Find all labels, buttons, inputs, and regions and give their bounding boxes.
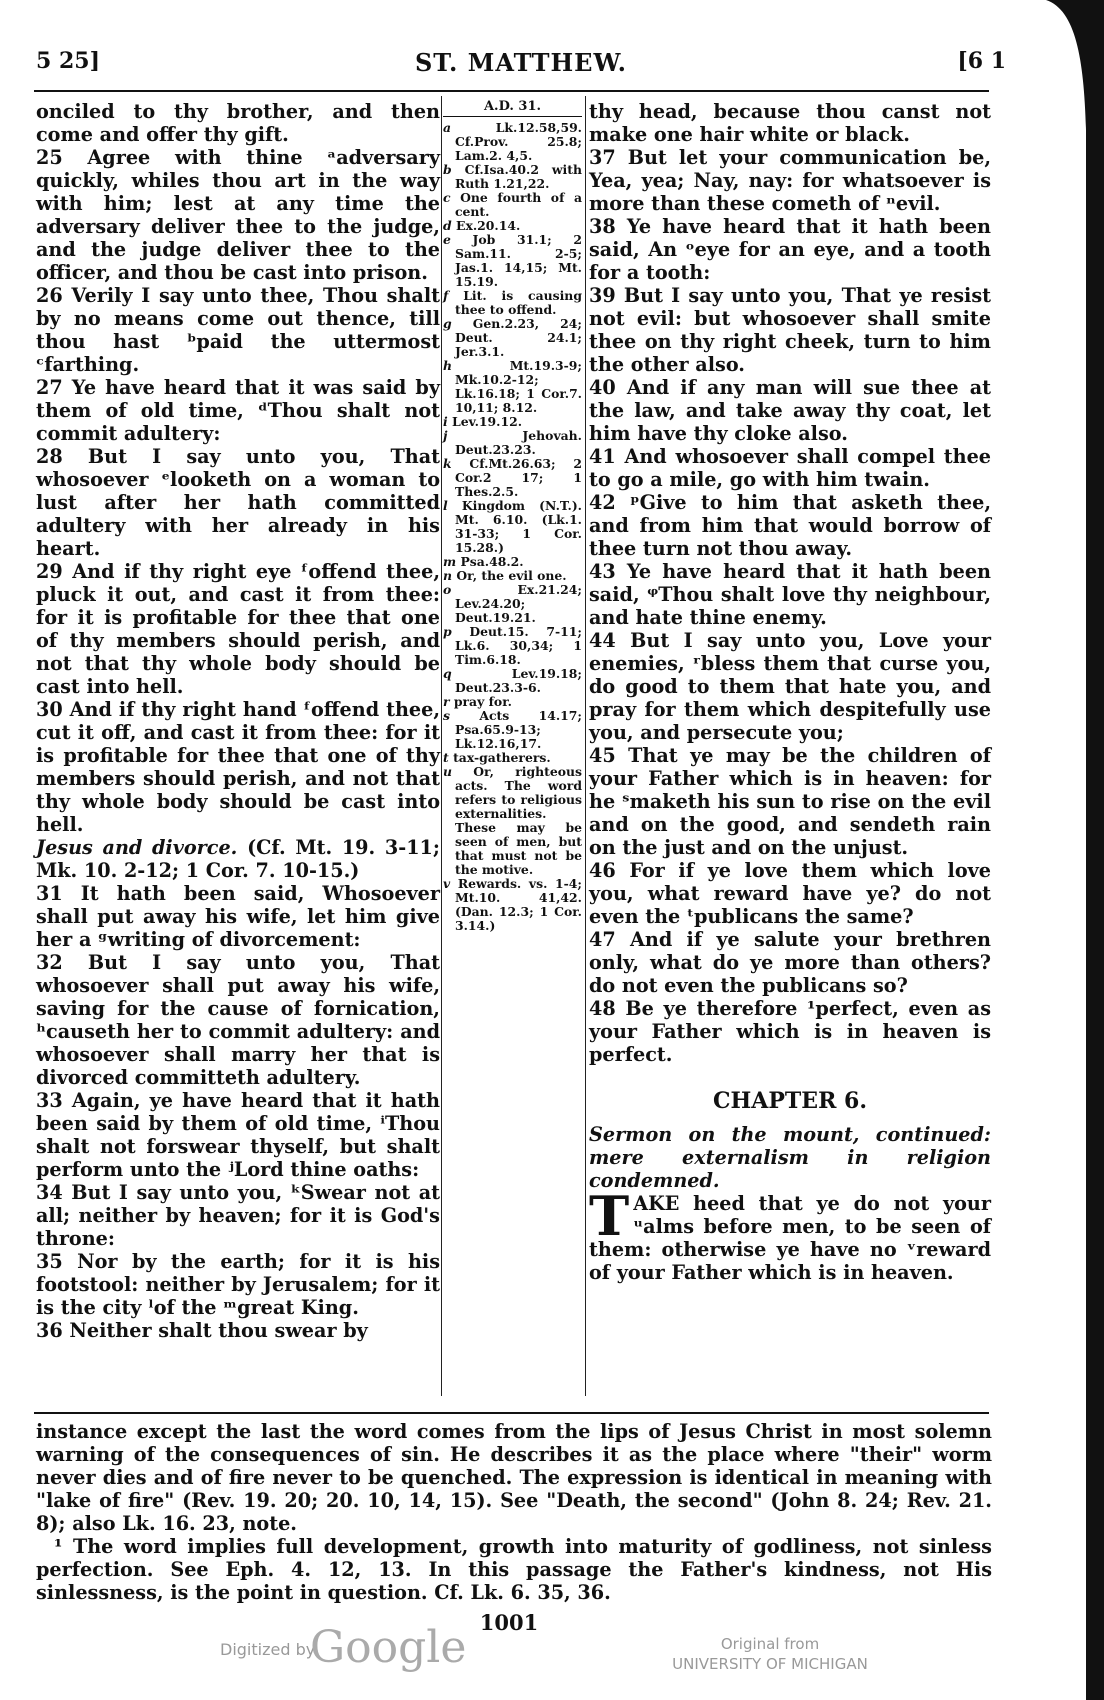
verse-paragraph: 37 But let your communication be, Yea, yea; Nay, nay: for whatsoever is more than these cometh of ⁿevil. <box>589 146 991 215</box>
original-from-text: Original from <box>720 1635 820 1653</box>
margin-ref-text: Job 31.1; 2 Sam.11. 2-5; Jas.1. 14,15; Mt. 15.19. <box>455 232 582 289</box>
drop-cap: T <box>589 1184 630 1248</box>
section-heading-title: Jesus and divorce. <box>36 836 238 859</box>
verse-paragraph: 38 Ye have heard that it hath been said, An ᵒeye for an eye, and a tooth for a tooth: <box>589 215 991 284</box>
margin-ref-text: Mt.19.3-9; Mk.10.2-12; Lk.16.18; 1 Cor.7. 10,11; 8.12. <box>455 358 582 415</box>
verse-paragraph: 40 And if any man will sue thee at the law, and take away thy coat, let him have thy cloke also. <box>589 376 991 445</box>
margin-ref-item <box>443 569 582 583</box>
verse-paragraph: 29 And if thy right eye ᶠoffend thee, pluck it out, and cast it from thee: for it is profitable for thee that one of thy members should perish, and not that thy whole body should be cast into hell. <box>36 560 440 698</box>
header-title: ST. MATTHEW. <box>414 48 628 77</box>
margin-ref-letter: u <box>443 764 453 779</box>
verse-paragraph: 32 But I say unto you, That whosoever shall put away his wife, saving for the cause of fornication, ʰcauseth her to commit adultery: and whosoever shall marry her that is divorced committeth adultery. <box>36 951 440 1089</box>
margin-ref-item <box>443 163 582 191</box>
footnote-paragraph: instance except the last the word comes from the lips of Jesus Christ in most solemn warning of the consequences of sin. He describes it as the place where "their" worm never dies and of fire never to be quenched. The expression is identical in meaning with "lake of fire" (Rev. 19. 20; 20. 10, 14, 15). See "Death, the second" (John 8. 24; Rev. 21. 8); also Lk. 16. 23, note. <box>36 1420 992 1535</box>
margin-ref-text: Lk.12.58,59. Cf.Prov. 25.8; Lam.2. 4,5. <box>455 120 582 163</box>
margin-ref-item <box>443 667 582 695</box>
margin-ref-item <box>443 415 582 429</box>
margin-ref-text: Or, the evil one. <box>456 568 567 583</box>
verse-paragraph: 31 It hath been said, Whosoever shall put away his wife, let him give her a ᵍwriting of divorcement: <box>36 882 440 951</box>
margin-references <box>443 100 582 933</box>
margin-ref-item <box>443 555 582 569</box>
margin-ref-letter: o <box>443 582 452 597</box>
margin-ref-text: Jehovah. Deut.23.23. <box>455 428 582 457</box>
margin-ref-letter: q <box>443 666 452 681</box>
digitized-by-label: Digitized by <box>220 1640 316 1659</box>
verse-paragraph: 26 Verily I say unto thee, Thou shalt by no means come out thence, till thou hast ᵇpaid the uttermost ᶜfarthing. <box>36 284 440 376</box>
margin-ref-text: Deut.15. 7-11; Lk.6. 30,34; 1 Tim.6.18. <box>455 624 582 667</box>
margin-ref-item <box>443 429 582 457</box>
margin-ref-item <box>443 317 582 359</box>
section-heading <box>36 836 440 882</box>
running-header <box>36 48 1006 84</box>
verse-paragraph: 47 And if ye salute your brethren only, what do ye more than others? do not even the publicans so? <box>589 928 991 997</box>
margin-ref-text: Gen.2.23, 24; Deut. 24.1; Jer.3.1. <box>455 316 582 359</box>
verse-paragraph: onciled to thy brother, and then come and offer thy gift. <box>36 100 440 146</box>
chapter-subtitle: Sermon on the mount, continued: mere externalism in religion condemned. <box>589 1123 991 1192</box>
margin-ref-letter: l <box>443 498 448 513</box>
footnote-rule <box>34 1412 989 1414</box>
original-source-label <box>640 1634 900 1674</box>
margin-ref-letter: r <box>443 694 450 709</box>
margin-ref-text: Kingdom (N.T.). Mt. 6.10. (Lk.1. 31-33; 1 Cor. 15.28.) <box>455 498 582 555</box>
margin-ref-text: pray for. <box>453 694 512 709</box>
margin-ref-text: Ex.21.24; Lev.24.20; Deut.19.21. <box>455 582 582 625</box>
verse-paragraph: 39 But I say unto you, That ye resist not evil: but whosoever shall smite thee on thy right cheek, turn to him the other also. <box>589 284 991 376</box>
verse-paragraph: 44 But I say unto you, Love your enemies, ʳbless them that curse you, do good to them that hate you, and pray for them which despitefully use you, and persecute you; <box>589 629 991 744</box>
verse-paragraph: 34 But I say unto you, ᵏSwear not at all; neither by heaven; for it is God's throne: <box>36 1181 440 1250</box>
margin-ref-text: Ex.20.14. <box>456 218 521 233</box>
margin-ref-text: Lev.19.18; Deut.23.3-6. <box>455 666 582 695</box>
google-logo: Google <box>310 1622 467 1673</box>
margin-ref-item <box>443 121 582 163</box>
margin-ref-letter: k <box>443 456 452 471</box>
verse-paragraph: 43 Ye have heard that it hath been said, ᵠThou shalt love thy neighbour, and hate thine enemy. <box>589 560 991 629</box>
verse-paragraph: 28 But I say unto you, That whosoever ᵉlooketh on a woman to lust after her hath committed adultery with her already in his heart. <box>36 445 440 560</box>
margin-ref-letter: d <box>443 218 452 233</box>
university-text: UNIVERSITY OF MICHIGAN <box>672 1655 868 1673</box>
margin-ref-item <box>443 751 582 765</box>
margin-ref-text: Cf.Isa.40.2 with Ruth 1.21,22. <box>455 162 582 191</box>
margin-ref-letter: h <box>443 358 453 373</box>
margin-ref-letter: e <box>443 232 451 247</box>
margin-ref-item <box>443 625 582 667</box>
footnote-paragraph: ¹ The word implies full development, growth into maturity of godliness, not sinless perfection. See Eph. 4. 12, 13. In this passage the Father's kindness, not His sinlessness, is the point in question. Cf. Lk. 6. 35, 36. <box>36 1535 992 1604</box>
verse-paragraph: 48 Be ye therefore ¹perfect, even as your Father which is in heaven is perfect. <box>589 997 991 1066</box>
margin-ref-item <box>443 457 582 499</box>
margin-ref-text: Rewards. vs. 1-4; Mt.10. 41,42. (Dan. 12.3; 1 Cor. 3.14.) <box>455 876 582 933</box>
left-column <box>36 100 440 1342</box>
section-heading-ref: (Cf. Mt. 19. 3-11; Mk. 10. 2-12; 1 Cor. 7. 10-15.) <box>36 836 440 882</box>
margin-ref-letter: f <box>443 288 449 303</box>
footnotes <box>36 1420 992 1604</box>
verse-paragraph: 25 Agree with thine ᵃadversary quickly, whiles thou art in the way with him; lest at any time the adversary deliver thee to the judge, and the judge deliver thee to the officer, and thou be cast into prison. <box>36 146 440 284</box>
verse-paragraph: 42 ᵖGive to him that asketh thee, and from him that would borrow of thee turn not thou away. <box>589 491 991 560</box>
page-number: 1001 <box>479 1610 539 1635</box>
margin-ref-text: Cf.Mt.26.63; 2 Cor.2 17; 1 Thes.2.5. <box>455 456 582 499</box>
column-divider-left <box>441 96 442 1396</box>
verse-paragraph: 30 And if thy right hand ᶠoffend thee, cut it off, and cast it from thee: for it is profitable for thee that one of thy members should perish, and not that thy whole body should be cast into hell. <box>36 698 440 836</box>
margin-ref-item <box>443 765 582 877</box>
margin-ref-letter: p <box>443 624 452 639</box>
margin-ref-item <box>443 289 582 317</box>
margin-ref-letter: c <box>443 190 451 205</box>
margin-ref-letter: j <box>443 428 448 443</box>
margin-ref-text: Acts 14.17; Psa.65.9-13; Lk.12.16,17. <box>455 708 582 751</box>
margin-ref-letter: m <box>443 554 457 569</box>
verse-paragraph: 27 Ye have heard that it was said by them of old time, ᵈThou shalt not commit adultery: <box>36 376 440 445</box>
margin-ref-text: Lev.19.12. <box>452 414 523 429</box>
right-column <box>589 100 991 1284</box>
verse-paragraph: 46 For if ye love them which love you, what reward have ye? do not even the ᵗpublicans the same? <box>589 859 991 928</box>
margin-ref-text: Or, righteous acts. The word refers to religious externalities. These may be seen of men, but that must not be the motive. <box>455 764 582 877</box>
chapter-heading: CHAPTER 6. <box>713 1088 867 1114</box>
margin-ref-letter: b <box>443 162 452 177</box>
margin-ref-letter: a <box>443 120 452 135</box>
margin-ref-letter: t <box>443 750 449 765</box>
verse-paragraph: 35 Nor by the earth; for it is his footstool: neither by Jerusalem; for it is the city ˡof the ᵐgreat King. <box>36 1250 440 1319</box>
margin-ref-item <box>443 709 582 751</box>
margin-ref-text: tax-gatherers. <box>453 750 551 765</box>
margin-ref-letter: n <box>443 568 453 583</box>
margin-ref-list <box>443 121 582 933</box>
verse-paragraph: 41 And whosoever shall compel thee to go a mile, go with him twain. <box>589 445 991 491</box>
margin-date-heading: A.D. 31. <box>443 100 582 117</box>
chapter-opening-text: AKE heed that ye do not your ᵘalms before men, to be seen of them: otherwise ye have no ᵛreward of your Father which is in heaven. <box>589 1192 991 1284</box>
margin-ref-item <box>443 233 582 289</box>
chapter-opening <box>589 1184 991 1284</box>
margin-ref-text: Lit. is causing thee to offend. <box>455 288 582 317</box>
header-right-ref: [6 1 <box>957 48 1006 74</box>
margin-ref-item <box>443 359 582 415</box>
verse-paragraph: 45 That ye may be the children of your Father which is in heaven: for he ˢmaketh his sun to rise on the evil and on the good, and sendeth rain on the just and on the unjust. <box>589 744 991 859</box>
margin-ref-item <box>443 695 582 709</box>
margin-ref-letter: s <box>443 708 450 723</box>
margin-ref-item <box>443 499 582 555</box>
verse-paragraph: 36 Neither shalt thou swear by <box>36 1319 368 1342</box>
header-rule <box>34 90 989 92</box>
margin-ref-letter: v <box>443 876 451 891</box>
margin-ref-item <box>443 877 582 933</box>
margin-ref-item <box>443 191 582 219</box>
margin-ref-text: Psa.48.2. <box>460 554 524 569</box>
header-left-ref: 5 25] <box>36 48 100 74</box>
verse-paragraph: thy head, because thou canst not make one hair white or black. <box>589 100 991 146</box>
column-divider-right <box>585 96 586 1396</box>
margin-ref-letter: i <box>443 414 448 429</box>
margin-ref-text: One fourth of a cent. <box>455 190 582 219</box>
page-edge-shadow <box>1046 0 1104 1700</box>
margin-ref-letter: g <box>443 316 452 331</box>
margin-ref-item <box>443 583 582 625</box>
margin-ref-item <box>443 219 582 233</box>
verse-paragraph: 33 Again, ye have heard that it hath been said by them of old time, ⁱThou shalt not forswear thyself, but shalt perform unto the ʲLord thine oaths: <box>36 1089 440 1181</box>
